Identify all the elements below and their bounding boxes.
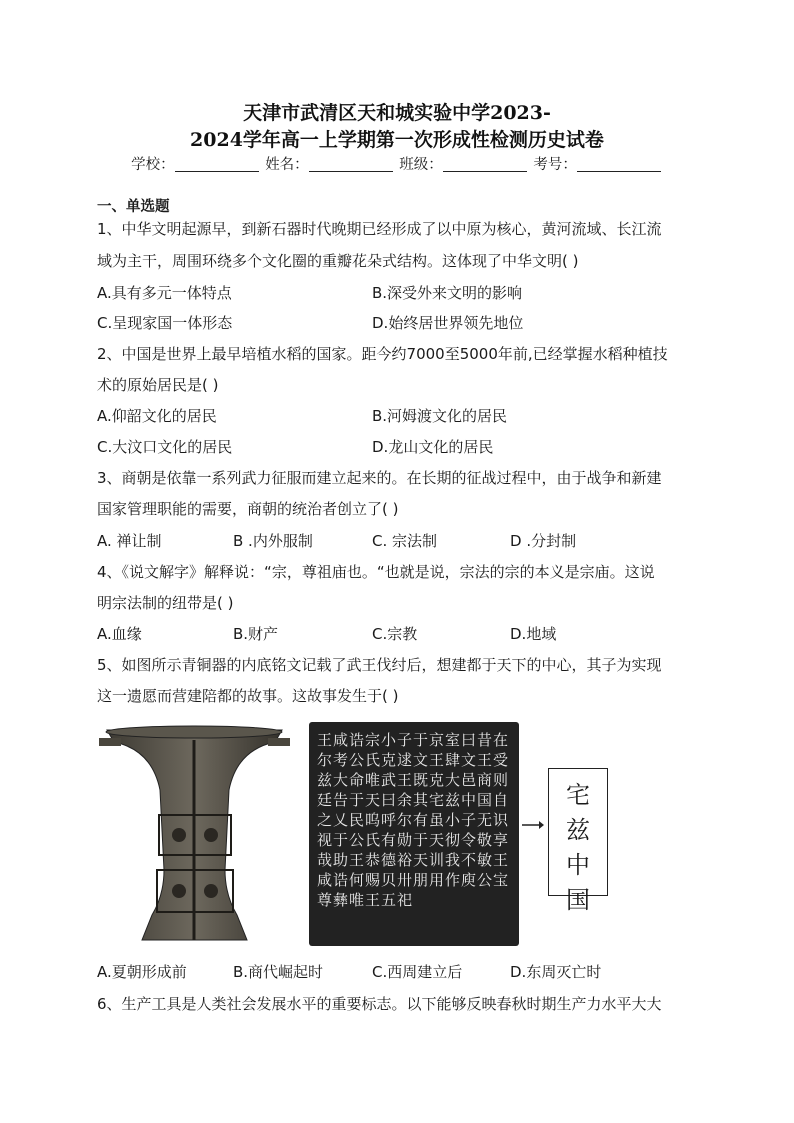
- school-blank[interactable]: [175, 157, 259, 172]
- question-1-option-b[interactable]: B.深受外来文明的影响: [372, 284, 523, 302]
- number-label: 考号：: [533, 157, 577, 173]
- question-4-option-b[interactable]: B.财产: [233, 625, 279, 643]
- question-4-line-1: 4、《说文解字》解释说：“宗，尊祖庙也。“也就是说，宗法的宗的本义是宗庙。这说: [97, 563, 655, 581]
- question-3-line-2: 国家管理职能的需要，商朝的统治者创立了( ): [97, 500, 399, 518]
- question-6-line-1: 6、生产工具是人类社会发展水平的重要标志。以下能够反映春秋时期生产力水平大大: [97, 995, 662, 1013]
- question-2-option-a[interactable]: A.仰韶文化的居民: [97, 407, 217, 425]
- question-5-figure: [97, 720, 617, 950]
- student-info-row: [0, 153, 794, 174]
- question-1-option-a[interactable]: A.具有多元一体特点: [97, 284, 232, 302]
- number-blank[interactable]: [577, 157, 661, 172]
- transcription-char-3: 中: [566, 851, 590, 879]
- question-5-line-1: 5、如图所示青铜器的内底铭文记载了武王伐纣后，想建都于天下的中心，其子为实现: [97, 656, 662, 674]
- question-2-option-d[interactable]: D.龙山文化的居民: [372, 438, 494, 456]
- name-label: 姓名：: [265, 157, 309, 173]
- question-4-line-2: 明宗法制的纽带是( ): [97, 594, 234, 612]
- class-blank[interactable]: [443, 157, 527, 172]
- transcription-char-2: 兹: [566, 816, 590, 844]
- transcription-char-4: 国: [566, 886, 590, 914]
- inscription-rubbing-image: 王咸诰宗小子于京室曰昔在尔考公氏克逑文王肆文王受兹大命唯武王既克大邑商则廷告于天曰余其宅兹中国自之乂民呜呼尔有虽小子无识视于公氏有勋于天彻令敬享哉助王恭德裕天训我不敏王咸诰何赐贝卅朋用作庾公宝尊彝唯王五祀: [309, 722, 519, 946]
- question-1-line-2: 域为主干，周围环绕多个文化圈的重瓣花朵式结构。这体现了中华文明( ): [97, 252, 579, 270]
- question-4-option-c[interactable]: C.宗教: [372, 625, 418, 643]
- question-5-line-2: 这一遗愿而营建陪都的故事。这故事发生于( ): [97, 687, 399, 705]
- question-2-line-1: 2、中国是世界上最早培植水稻的国家。距今约7000至5000年前,已经掌握水稻种植技: [97, 345, 668, 363]
- question-5-option-c[interactable]: C.西周建立后: [372, 963, 463, 981]
- question-5-option-d[interactable]: D.东周灭亡时: [510, 963, 602, 981]
- transcription-char-1: 宅: [566, 781, 590, 809]
- question-1-option-d[interactable]: D.始终居世界领先地位: [372, 314, 524, 332]
- arrow-right-icon: [522, 820, 544, 830]
- question-3-option-d[interactable]: D .分封制: [510, 532, 577, 550]
- question-4-option-a[interactable]: A.血缘: [97, 625, 142, 643]
- question-5-option-b[interactable]: B.商代崛起时: [233, 963, 324, 981]
- question-1-line-1: 1、中华文明起源早，到新石器时代晚期已经形成了以中原为核心，黄河流域、长江流: [97, 220, 662, 238]
- class-label: 班级：: [399, 157, 443, 173]
- question-2-option-b[interactable]: B.河姆渡文化的居民: [372, 407, 508, 425]
- question-3-option-c[interactable]: C. 宗法制: [372, 532, 438, 550]
- bronze-zun-vessel-image: [97, 720, 292, 948]
- inscription-transcription-box: [548, 768, 608, 914]
- question-2-option-c[interactable]: C.大汶口文化的居民: [97, 438, 233, 456]
- name-blank[interactable]: [309, 157, 393, 172]
- question-1-option-c[interactable]: C.呈现家国一体形态: [97, 314, 233, 332]
- school-label: 学校：: [131, 157, 175, 173]
- exam-title-line2: 2024学年高一上学期第一次形成性检测历史试卷: [190, 129, 604, 151]
- exam-title-line1: 天津市武清区天和城实验中学2023-: [243, 102, 551, 124]
- question-3-line-1: 3、商朝是依靠一系列武力征服而建立起来的。在长期的征战过程中，由于战争和新建: [97, 469, 662, 487]
- section-title: 一、单选题: [97, 199, 170, 215]
- question-5-option-a[interactable]: A.夏朝形成前: [97, 963, 187, 981]
- question-2-line-2: 术的原始居民是( ): [97, 376, 219, 394]
- question-3-option-b[interactable]: B .内外服制: [233, 532, 313, 550]
- question-3-option-a[interactable]: A. 禅让制: [97, 532, 162, 550]
- question-4-option-d[interactable]: D.地域: [510, 625, 557, 643]
